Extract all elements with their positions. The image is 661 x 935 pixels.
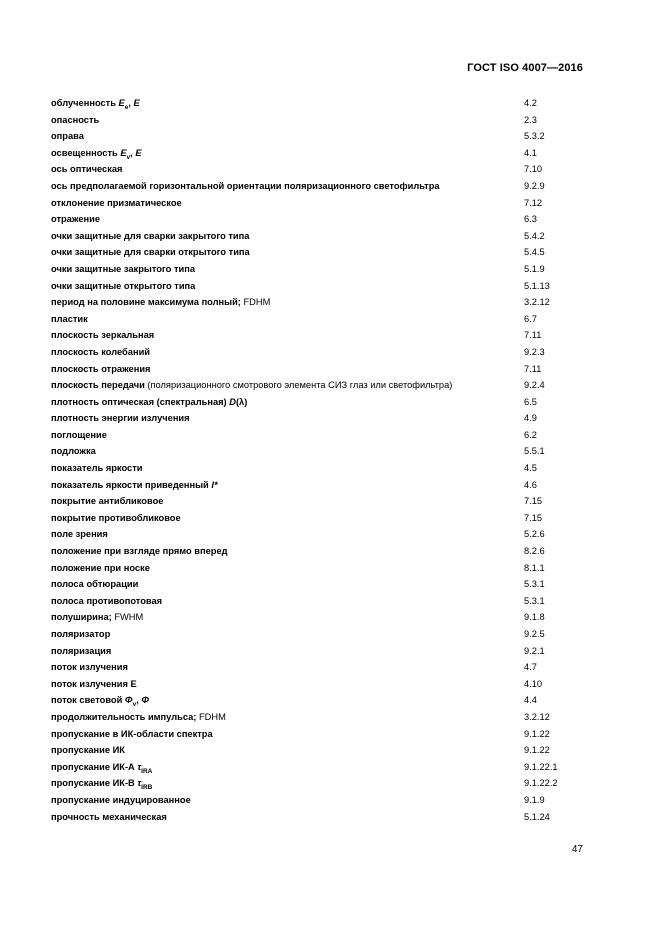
index-reference: 3.2.12 [524, 711, 550, 722]
index-term [51, 477, 218, 494]
index-term [51, 145, 142, 162]
term-pre: покрытие антибликовое [51, 496, 164, 507]
index-entry [51, 427, 591, 444]
index-reference: 5.2.6 [524, 529, 545, 540]
term-pre: очки защитные открытого типа [51, 280, 196, 291]
index-reference: 9.2.4 [524, 380, 545, 391]
term-pre: поляризатор [51, 629, 111, 639]
term-it: E [118, 98, 125, 108]
index-reference: 9.1.9 [524, 794, 545, 805]
index-term [51, 311, 88, 328]
term-pre: ось оптическая [51, 164, 123, 175]
term-pre: плоскость передачи [51, 380, 148, 391]
term-pre: прочность механическая [51, 811, 167, 822]
term-it: Φ [124, 695, 133, 706]
index-reference: 7.10 [524, 164, 543, 175]
index-entry [51, 261, 591, 278]
index-reference: 4.5 [524, 463, 537, 474]
index-entry [51, 394, 591, 411]
term-pre: полоса противопотовая [51, 595, 163, 606]
index-reference: 9.1.22 [524, 745, 550, 756]
term-note: FDHM [198, 711, 226, 722]
index-entry [51, 361, 591, 378]
term-pre: пропускание ИК-А [51, 761, 138, 772]
index-reference: 4.7 [524, 662, 537, 673]
index-entry [51, 410, 591, 427]
index-term [51, 759, 152, 776]
index-entry [51, 493, 591, 510]
index-entry [51, 759, 591, 776]
index-term [51, 443, 96, 460]
index-reference: 5.5.1 [524, 446, 545, 457]
index-entry [51, 344, 591, 361]
index-term [51, 809, 167, 826]
index-term [51, 95, 140, 112]
index-term [51, 742, 125, 759]
term-pre: оправа [51, 131, 84, 142]
index-reference: 7.11 [524, 330, 542, 341]
term-pre: отражение [51, 214, 100, 225]
index-entry [51, 593, 591, 610]
index-term [51, 228, 249, 245]
index-reference: 5.1.24 [524, 811, 550, 822]
term-pre: пропускание ИК [51, 745, 125, 756]
index-term [51, 593, 162, 610]
term-pre: полуширина; [51, 612, 115, 623]
term-pre: покрытие противобликовое [51, 512, 181, 523]
term-pre: очки защитные для сварки закрытого типа [51, 230, 250, 241]
index-entry [51, 742, 591, 759]
index-term [51, 112, 99, 129]
term-pre: поле зрения [51, 529, 108, 540]
index-reference: 5.3.1 [524, 595, 545, 606]
index-term [51, 211, 100, 228]
term-sub: v [132, 701, 137, 709]
index-term [51, 560, 150, 577]
index-term [51, 576, 138, 593]
index-entry [51, 709, 591, 726]
term-pre: показатель яркости [51, 463, 143, 474]
index-entry [51, 792, 591, 809]
term-pre: поглощение [51, 429, 107, 440]
index-reference: 9.2.5 [524, 629, 545, 639]
index-term [51, 493, 163, 510]
term-sub: v [126, 153, 131, 161]
term-pre: очки защитные для сварки открытого типа [51, 247, 250, 258]
term-pre: подложка [51, 446, 96, 457]
index-reference: 9.2.3 [524, 346, 545, 357]
index-term [51, 361, 150, 378]
index-term [51, 294, 270, 311]
index-entry [51, 311, 591, 328]
index-term [51, 327, 154, 344]
index-entry [51, 128, 591, 145]
term-it: D [229, 396, 236, 407]
index-entry [51, 95, 591, 112]
term-post: (λ) [235, 396, 248, 407]
term-sub: IRA [141, 767, 153, 775]
index-reference: 6.7 [524, 313, 537, 324]
index-entry [51, 643, 591, 660]
term-pre: положение при взгляде прямо вперед [51, 546, 228, 557]
index-term [51, 692, 149, 709]
index-reference: 9.1.22.1 [524, 761, 558, 772]
term-pre: период на половине максимума полный; [51, 297, 244, 308]
index-reference: 4.4 [524, 695, 537, 706]
index-reference: 9.1.8 [524, 612, 545, 623]
index-term [51, 128, 84, 145]
index-reference: 5.1.13 [524, 280, 550, 291]
index-reference: 9.1.22 [524, 728, 550, 739]
index-term [51, 394, 247, 411]
index-reference: 4.2 [524, 98, 537, 108]
index-reference: 6.3 [524, 214, 537, 225]
index-term [51, 643, 111, 660]
index-entry [51, 676, 591, 693]
index-entry [51, 659, 591, 676]
index-entry [51, 560, 591, 577]
term-post: , [130, 147, 136, 158]
term-pre: облученность [51, 98, 119, 108]
term-sub: IRB [141, 784, 153, 792]
index-reference: 3.2.12 [524, 297, 550, 308]
index-entry [51, 775, 591, 792]
index-term [51, 792, 191, 809]
index-reference: 5.3.2 [524, 131, 545, 142]
index-entry [51, 278, 591, 295]
index-term [51, 344, 150, 361]
index-entry [51, 726, 591, 743]
term-pre: пластик [51, 313, 88, 324]
term-pre: пропускание в ИК-области спектра [51, 728, 213, 739]
index-term [51, 676, 137, 693]
term-pre: поляризация [51, 645, 112, 656]
term-note: FDHM [243, 297, 271, 308]
index-term [51, 726, 213, 743]
index-reference: 7.15 [524, 512, 543, 523]
index-entry [51, 609, 591, 626]
index-entry [51, 443, 591, 460]
index-reference: 5.4.2 [524, 230, 545, 241]
index-reference: 7.12 [524, 197, 543, 208]
term-post: , [136, 695, 142, 706]
term-pre: плоскость колебаний [51, 346, 151, 357]
index-entry [51, 543, 591, 560]
document-header: ГОСТ ISO 4007—2016 [467, 62, 583, 74]
index-term [51, 195, 182, 212]
index-reference: 5.3.1 [524, 579, 545, 590]
term-it: τ [137, 761, 142, 772]
term-it2: E [135, 147, 142, 158]
index-entry [51, 692, 591, 709]
index-term [51, 261, 195, 278]
index-reference: 9.2.9 [524, 180, 545, 191]
index-reference: 8.1.1 [524, 562, 545, 573]
term-it2: E [133, 98, 140, 108]
term-pre: ось предполагаемой горизонтальной ориентации поляризационного светофильтра [51, 180, 440, 191]
index-entry [51, 526, 591, 543]
index-term [51, 410, 190, 427]
term-pre: плоскость отражения [51, 363, 151, 374]
term-pre: поток излучения [51, 662, 128, 673]
index-reference: 7.15 [524, 496, 543, 507]
term-pre: полоса обтюрации [51, 579, 139, 590]
term-note: FWHM [114, 612, 144, 623]
index-reference: 6.5 [524, 396, 537, 407]
index-term [51, 377, 452, 394]
page-number: 47 [571, 844, 583, 855]
index-term [51, 775, 152, 792]
index-term [51, 709, 226, 726]
index-term [51, 278, 195, 295]
term-pre: плоскость зеркальная [51, 330, 155, 341]
index-term [51, 659, 128, 676]
index-reference: 4.10 [524, 678, 543, 689]
index-reference: 9.2.1 [524, 645, 545, 656]
term-it: l* [211, 479, 218, 490]
term-post: , [128, 98, 134, 108]
index-reference: 4.9 [524, 413, 537, 424]
term-pre: поток излучения Е [51, 678, 137, 689]
term-note: (поляризационного смотрового элемента СИЗ глаз или светофильтра) [147, 380, 453, 391]
index-entry [51, 327, 591, 344]
index-term [51, 244, 250, 261]
index-term [51, 161, 122, 178]
term-pre: пропускание индуцированное [51, 794, 191, 805]
index-entry [51, 161, 591, 178]
term-pre: опасность [51, 114, 100, 125]
index-entry [51, 809, 591, 826]
index-entry [51, 112, 591, 129]
term-pre: продолжительность импульса; [51, 711, 199, 722]
index-entry [51, 228, 591, 245]
term-sub: e [124, 103, 129, 111]
index-reference: 2.3 [524, 114, 537, 125]
term-pre: поток световой [51, 695, 125, 706]
index-reference: 9.1.22.2 [524, 778, 558, 789]
index-term [51, 510, 181, 527]
index-entry [51, 244, 591, 261]
index-term [51, 178, 440, 195]
index-term [51, 626, 110, 643]
index-entry [51, 377, 591, 394]
index-entry [51, 510, 591, 527]
index-entry [51, 294, 591, 311]
index-entry [51, 576, 591, 593]
index-entry [51, 145, 591, 162]
index-entry [51, 626, 591, 643]
index-term [51, 609, 143, 626]
index-reference: 5.4.5 [524, 247, 545, 258]
term-pre: пропускание ИК-В [51, 778, 138, 789]
term-pre: плотность оптическая (спектральная) [51, 396, 230, 407]
index-list [51, 95, 591, 825]
term-pre: отклонение призматическое [51, 197, 182, 208]
term-pre: положение при носке [51, 562, 150, 573]
term-pre: плотность энергии излучения [51, 413, 190, 424]
index-reference: 8.2.6 [524, 546, 545, 557]
index-term [51, 543, 228, 560]
index-entry [51, 460, 591, 477]
index-reference: 4.6 [524, 479, 537, 490]
term-pre: очки защитные закрытого типа [51, 263, 196, 274]
term-pre: показатель яркости приведенный [51, 479, 212, 490]
term-pre: освещенность [51, 147, 121, 158]
index-term [51, 460, 142, 477]
term-it2: Φ [141, 695, 150, 706]
index-reference: 7.11 [524, 363, 542, 374]
index-entry [51, 178, 591, 195]
index-entry [51, 477, 591, 494]
term-it: E [120, 147, 127, 158]
index-term [51, 526, 108, 543]
index-term [51, 427, 107, 444]
index-entry [51, 211, 591, 228]
index-reference: 6.2 [524, 429, 537, 440]
index-entry [51, 195, 591, 212]
term-it: τ [137, 778, 142, 789]
index-reference: 5.1.9 [524, 263, 545, 274]
index-reference: 4.1 [524, 147, 537, 158]
